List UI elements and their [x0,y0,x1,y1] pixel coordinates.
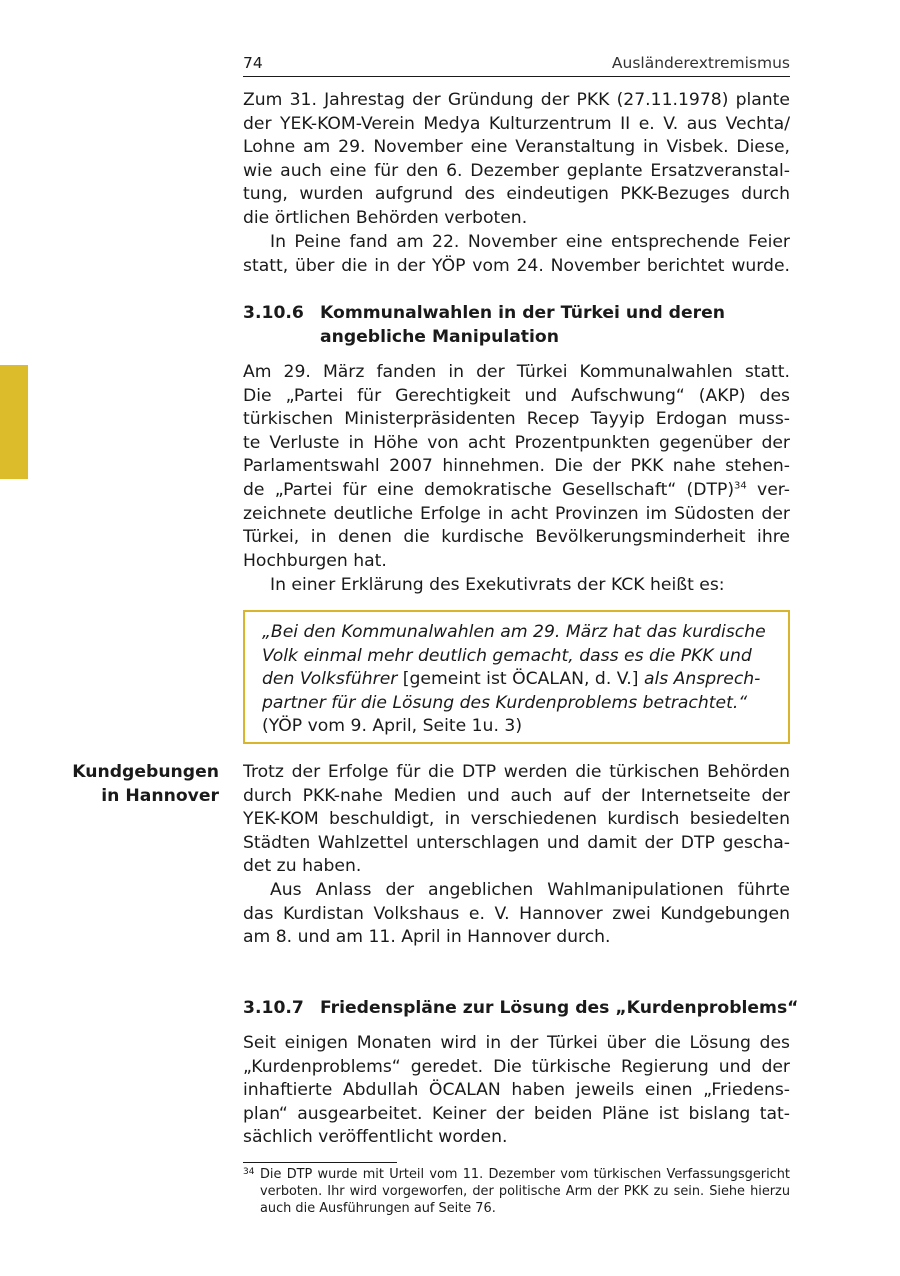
section-title-line: angebliche Manipulation [320,326,559,347]
text-line: tung, wurden aufgrund des eindeutigen PKK-Bezuges durch [243,184,790,205]
footnote-rule [243,1162,397,1163]
text-line-with-footnote [243,479,790,503]
text-line: durch PKK-nahe Medien und auch auf der Internetseite der [243,785,790,806]
running-head: Ausländerextremismus [611,54,790,72]
section-3-10-6-paragraph-1 [243,361,790,573]
section-heading-3-10-6 [243,302,790,349]
text-line: statt, über die in der YÖP vom 24. November berichtet wurde. [243,255,790,276]
section-3-10-6-paragraph-4 [243,879,790,950]
footnote-line: verboten. Ihr wird vorgeworfen, der politische Arm der PKK zu sein. Siehe hierzu [260,1184,790,1199]
text-line: Aus Anlass der angeblichen Wahlmanipulationen führte [270,880,790,900]
text-line: plan“ ausgearbeitet. Keiner der beiden Pläne ist bislang tat- [243,1103,790,1124]
text-segment: de „Partei für eine demokratische Gesellschaft“ (DTP) [243,479,735,500]
section-3-10-6-paragraph-3 [243,761,790,879]
text-line: te Verluste in Höhe von acht Prozentpunkten gegenüber der [243,432,790,453]
section-number: 3.10.6 [243,303,304,323]
footnote-mark: 34 [243,1167,255,1177]
section-3-10-7-paragraph-1 [243,1032,790,1150]
text-line: Städten Wahlzettel unterschlagen und damit der DTP gescha- [243,832,790,853]
text-line: In einer Erklärung des Exekutivrats der KCK heißt es: [270,575,725,595]
margin-note [39,761,219,808]
section-heading-3-10-7 [243,997,799,1021]
quote-line: partner für die Lösung des Kurdenproblems betrachtet.“ [262,692,748,713]
text-line: türkischen Ministerpräsidenten Recep Tayyip Erdogan muss- [243,409,790,430]
quote-segment: als Ansprech- [643,669,761,690]
footnote [243,1166,790,1217]
text-line: das Kurdistan Volkshaus e. V. Hannover zwei Kundgebungen [243,903,790,924]
quote-line: Volk einmal mehr deutlich gemacht, dass es die PKK und [262,645,752,666]
text-line: Die „Partei für Gerechtigkeit und Aufschwung“ (AKP) des [243,385,790,406]
text-line: zeichnete deutliche Erfolge in acht Provinzen im Südosten der [243,503,790,524]
section-3-10-6-paragraph-2 [243,574,790,598]
text-line: Parlamentswahl 2007 hinnehmen. Die der PKK nahe stehen- [243,456,790,477]
section-number: 3.10.7 [243,998,304,1018]
chapter-color-tab [0,365,28,479]
quote-source: (YÖP vom 9. April, Seite 1u. 3) [262,716,523,737]
text-line: inhaftierte Abdullah ÖCALAN haben jeweils einen „Friedens- [243,1080,790,1101]
footnote-reference[interactable]: 34 [734,480,747,492]
intro-paragraph-1 [243,89,790,231]
text-line: „Kurdenproblems“ geredet. Die türkische Regierung und der [243,1056,790,1077]
page-header [243,54,790,77]
quote-box [243,610,790,744]
quote-line [262,668,771,692]
quote-line: „Bei den Kommunalwahlen am 29. März hat das kurdische [262,622,766,642]
text-line: Trotz der Erfolge für die DTP werden die türkischen Behörden [243,762,790,782]
text-line: sächlich veröffentlicht worden. [243,1127,508,1148]
text-line: Am 29. März fanden in der Türkei Kommunalwahlen statt. [243,362,790,382]
text-line: Zum 31. Jahrestag der Gründung der PKK (27.11.1978) plante [243,90,790,110]
text-line: det zu haben. [243,856,362,877]
margin-note-line: in Hannover [101,785,219,806]
text-segment: ver- [746,479,790,500]
text-line: der YEK-KOM-Verein Medya Kulturzentrum II e. V. aus Vechta/ [243,113,790,134]
text-line: am 8. und am 11. April in Hannover durch. [243,927,611,948]
intro-paragraph-2 [243,231,790,278]
text-line: die örtlichen Behörden verboten. [243,207,528,228]
margin-note-line: Kundgebungen [72,762,219,782]
text-line: In Peine fand am 22. November eine entsprechende Feier [270,232,790,252]
section-title-line: Kommunalwahlen in der Türkei und deren [320,303,726,323]
quote-segment: [gemeint ist ÖCALAN, d. V.] [397,669,644,690]
quote-segment: den Volksführer [262,669,398,690]
footnote-line: auch die Ausführungen auf Seite 76. [260,1201,496,1216]
footnote-line: Die DTP wurde mit Urteil vom 11. Dezember vom türkischen Verfassungsgericht [260,1167,790,1182]
page-number: 74 [243,54,263,72]
text-line: Türkei, in denen die kurdische Bevölkerungsminderheit ihre [243,527,790,548]
text-line: Lohne am 29. November eine Veranstaltung in Visbek. Diese, [243,137,790,158]
section-title-line: Friedenspläne zur Lösung des „Kurdenproblems“ [320,998,799,1018]
text-line: Hochburgen hat. [243,550,387,571]
text-line: Seit einigen Monaten wird in der Türkei über die Lösung des [243,1033,790,1053]
text-line: wie auch eine für den 6. Dezember geplante Ersatzveranstal- [243,160,790,181]
text-line: YEK-KOM beschuldigt, in verschiedenen kurdisch besiedelten [243,809,790,830]
